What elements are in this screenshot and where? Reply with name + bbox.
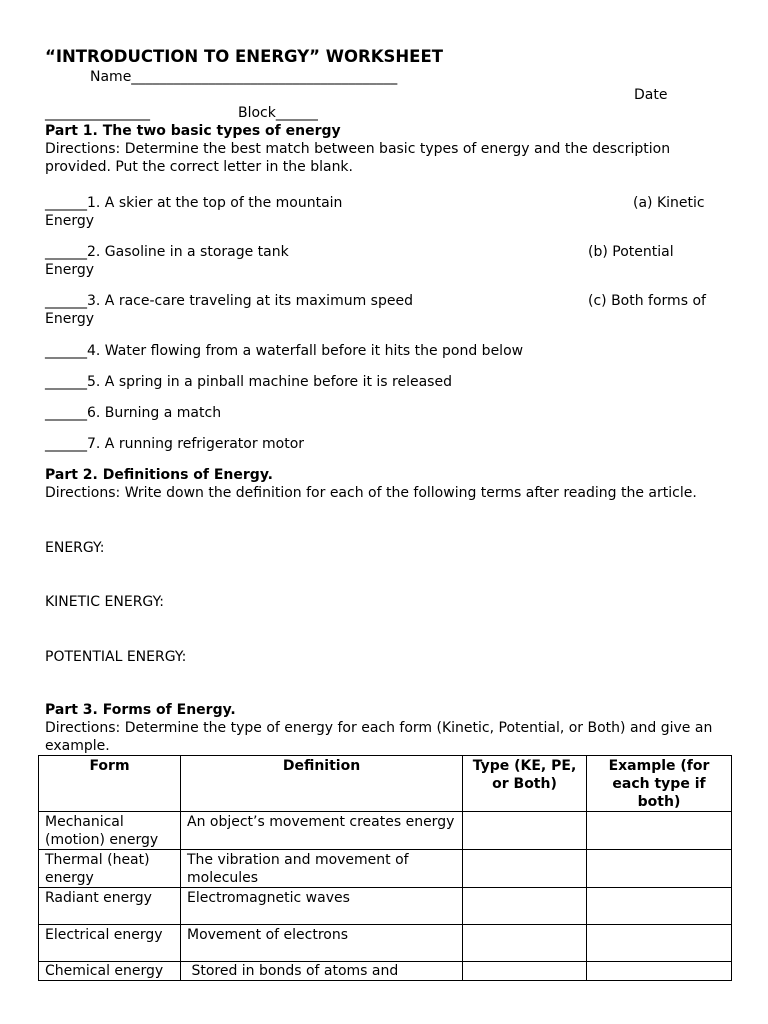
type-cell[interactable]: [463, 888, 587, 925]
part1-heading: Part 1. The two basic types of energy: [45, 123, 341, 139]
worksheet-title: “INTRODUCTION TO ENERGY” WORKSHEET: [45, 47, 443, 66]
header-example: Example (for each type if both): [587, 756, 732, 812]
form-cell: Chemical energy: [39, 962, 181, 981]
table-header-row: [39, 756, 732, 812]
energy-forms-table: [38, 755, 732, 981]
part1-item-6[interactable]: ______6. Burning a match: [45, 405, 222, 421]
date-blank[interactable]: _______________: [45, 105, 150, 121]
table-row: [39, 888, 732, 925]
part1-option-b-wrap: Energy: [45, 262, 95, 278]
part1-directions: Directions: Determine the best match between basic types of energy and the description provided. Put the correct letter in the blank.: [45, 141, 671, 175]
part1-option-a-wrap: Energy: [45, 213, 95, 229]
type-cell[interactable]: [463, 812, 587, 850]
definition-cell: Electromagnetic waves: [181, 888, 463, 925]
table-row: [39, 962, 732, 981]
example-cell[interactable]: [587, 962, 732, 981]
part2-directions: Directions: Write down the definition for each of the following terms after reading the article.: [45, 485, 697, 501]
part1-item-7[interactable]: ______7. A running refrigerator motor: [45, 436, 305, 452]
part1-option-c: (c) Both forms of: [588, 293, 706, 309]
part1-item-1[interactable]: ______1. A skier at the top of the mountain: [45, 195, 343, 211]
part3-heading: Part 3. Forms of Energy.: [45, 702, 236, 718]
type-cell[interactable]: [463, 962, 587, 981]
block-field[interactable]: Block______: [238, 105, 318, 121]
part1-item-4[interactable]: ______4. Water flowing from a waterfall before it hits the pond below: [45, 343, 524, 359]
part3-directions: Directions: Determine the type of energy for each form (Kinetic, Potential, or Both) and give an example.: [45, 720, 713, 754]
header-definition: Definition: [181, 756, 463, 812]
header-form: Form: [39, 756, 181, 812]
part1-item-2[interactable]: ______2. Gasoline in a storage tank: [45, 244, 289, 260]
type-cell[interactable]: [463, 925, 587, 962]
name-field[interactable]: Name______________________________________: [90, 69, 398, 85]
form-cell: Electrical energy: [39, 925, 181, 962]
example-cell[interactable]: [587, 888, 732, 925]
part1-item-3[interactable]: ______3. A race-care traveling at its maximum speed: [45, 293, 413, 309]
form-cell: Radiant energy: [39, 888, 181, 925]
definition-cell: Movement of electrons: [181, 925, 463, 962]
example-cell[interactable]: [587, 850, 732, 888]
term-energy: ENERGY:: [45, 540, 105, 556]
definition-cell: Stored in bonds of atoms and: [181, 962, 463, 981]
example-cell[interactable]: [587, 925, 732, 962]
table-row: [39, 925, 732, 962]
header-type: Type (KE, PE, or Both): [463, 756, 587, 812]
date-label: Date: [634, 87, 668, 103]
example-cell[interactable]: [587, 812, 732, 850]
definition-cell: An object’s movement creates energy: [181, 812, 463, 850]
table-row: [39, 812, 732, 850]
part1-option-a: (a) Kinetic: [633, 195, 705, 211]
term-potential-energy: POTENTIAL ENERGY:: [45, 649, 187, 665]
table-row: [39, 850, 732, 888]
term-kinetic-energy: KINETIC ENERGY:: [45, 594, 164, 610]
part1-item-5[interactable]: ______5. A spring in a pinball machine before it is released: [45, 374, 452, 390]
definition-cell: The vibration and movement of molecules: [181, 850, 463, 888]
part1-option-c-wrap: Energy: [45, 311, 95, 327]
form-cell: Mechanical (motion) energy: [39, 812, 181, 850]
form-cell: Thermal (heat) energy: [39, 850, 181, 888]
type-cell[interactable]: [463, 850, 587, 888]
part1-option-b: (b) Potential: [588, 244, 674, 260]
part2-heading: Part 2. Definitions of Energy.: [45, 467, 273, 483]
